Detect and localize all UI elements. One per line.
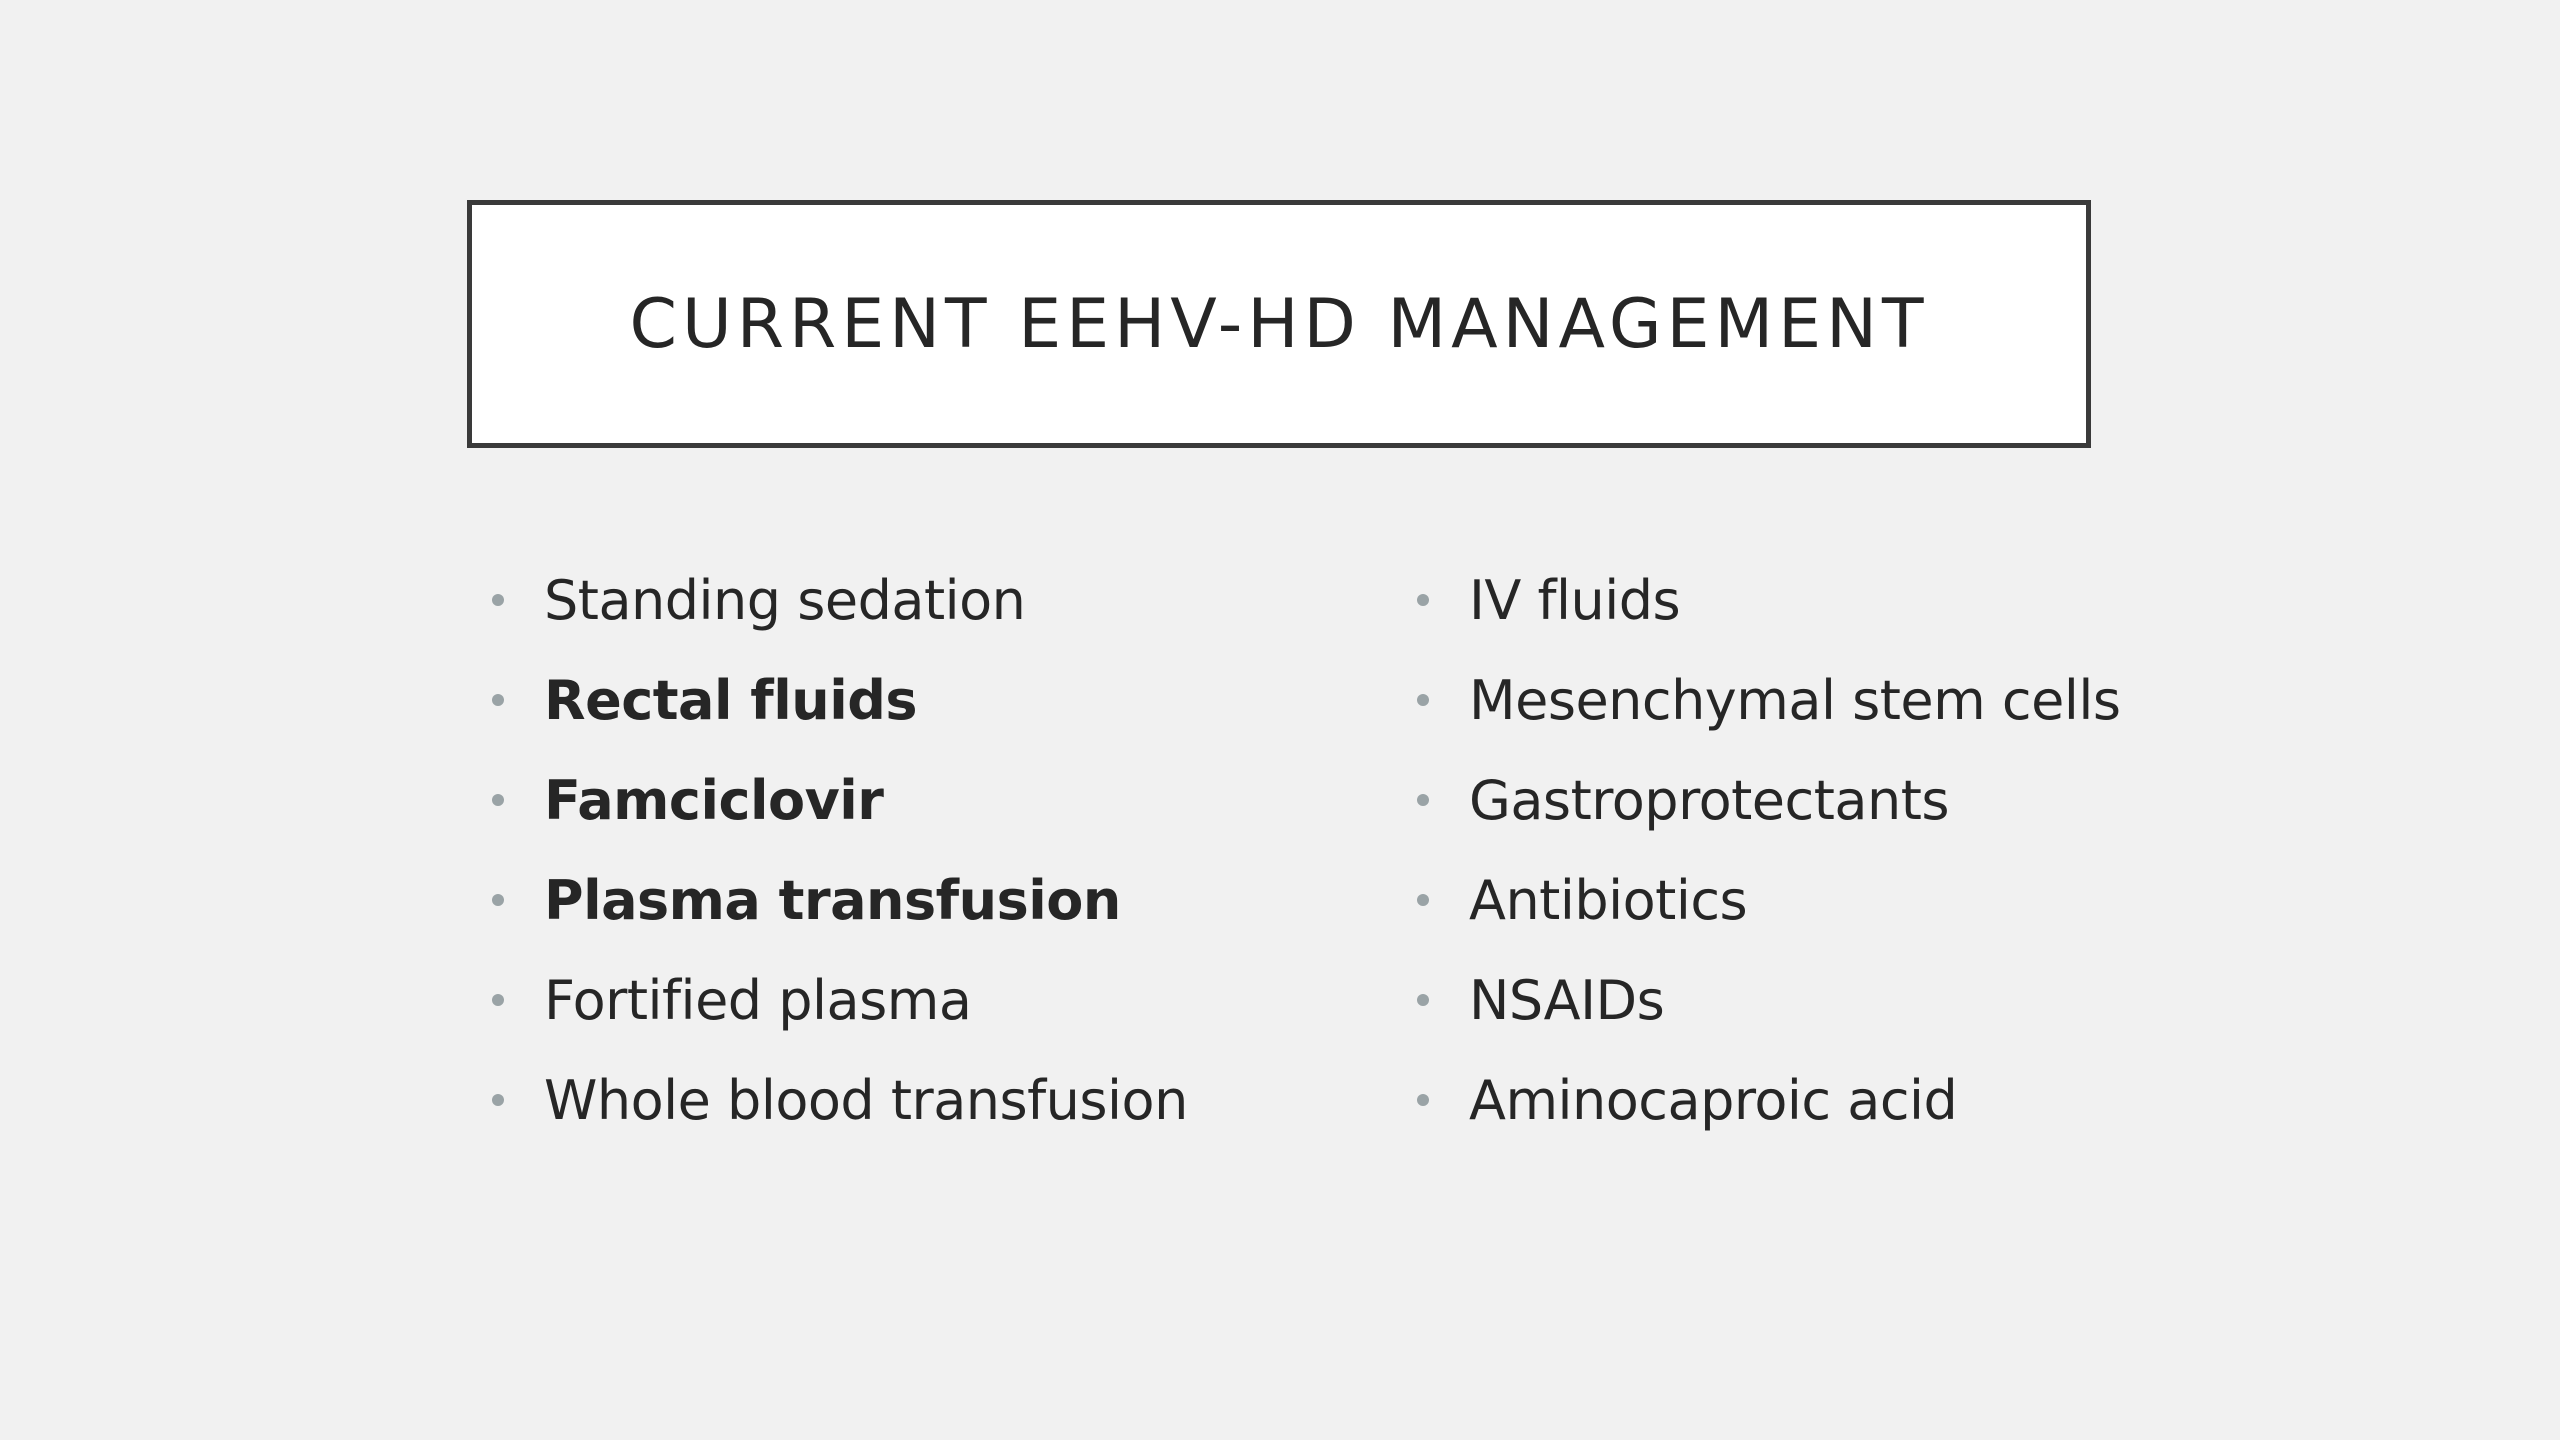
bullet-icon — [492, 894, 504, 906]
list-item — [480, 750, 1380, 850]
bullet-list-left — [480, 550, 1380, 1150]
bullet-icon — [492, 794, 504, 806]
list-item-label: Rectal fluids — [544, 668, 918, 732]
list-item-label: Gastroprotectants — [1469, 768, 1950, 832]
list-item — [1405, 550, 2305, 650]
list-item — [480, 650, 1380, 750]
bullet-icon — [492, 1094, 504, 1106]
bullet-icon — [1417, 694, 1429, 706]
bullet-icon — [492, 594, 504, 606]
bullet-list-right — [1405, 550, 2305, 1150]
list-item — [480, 1050, 1380, 1150]
bullet-icon — [492, 694, 504, 706]
slide-title: CURRENT EEHV-HD MANAGEMENT — [629, 284, 1929, 364]
bullet-icon — [492, 994, 504, 1006]
list-item — [1405, 750, 2305, 850]
bullet-icon — [1417, 794, 1429, 806]
list-item — [480, 950, 1380, 1050]
list-item-label: Famciclovir — [544, 768, 884, 832]
list-item-label: Standing sedation — [544, 568, 1026, 632]
bullet-icon — [1417, 594, 1429, 606]
list-item — [1405, 950, 2305, 1050]
list-item-label: Antibiotics — [1469, 868, 1748, 932]
list-item-label: Aminocaproic acid — [1469, 1068, 1958, 1132]
list-item-label: Plasma transfusion — [544, 868, 1121, 932]
list-item — [480, 550, 1380, 650]
list-item — [1405, 650, 2305, 750]
bullet-icon — [1417, 994, 1429, 1006]
list-item-label: Fortified plasma — [544, 968, 972, 1032]
list-item-label: Whole blood transfusion — [544, 1068, 1188, 1132]
bullet-icon — [1417, 1094, 1429, 1106]
list-item-label: IV fluids — [1469, 568, 1681, 632]
title-box — [467, 200, 2091, 448]
list-item — [480, 850, 1380, 950]
list-item — [1405, 850, 2305, 950]
list-item-label: Mesenchymal stem cells — [1469, 668, 2121, 732]
bullet-icon — [1417, 894, 1429, 906]
list-item-label: NSAIDs — [1469, 968, 1665, 1032]
list-item — [1405, 1050, 2305, 1150]
